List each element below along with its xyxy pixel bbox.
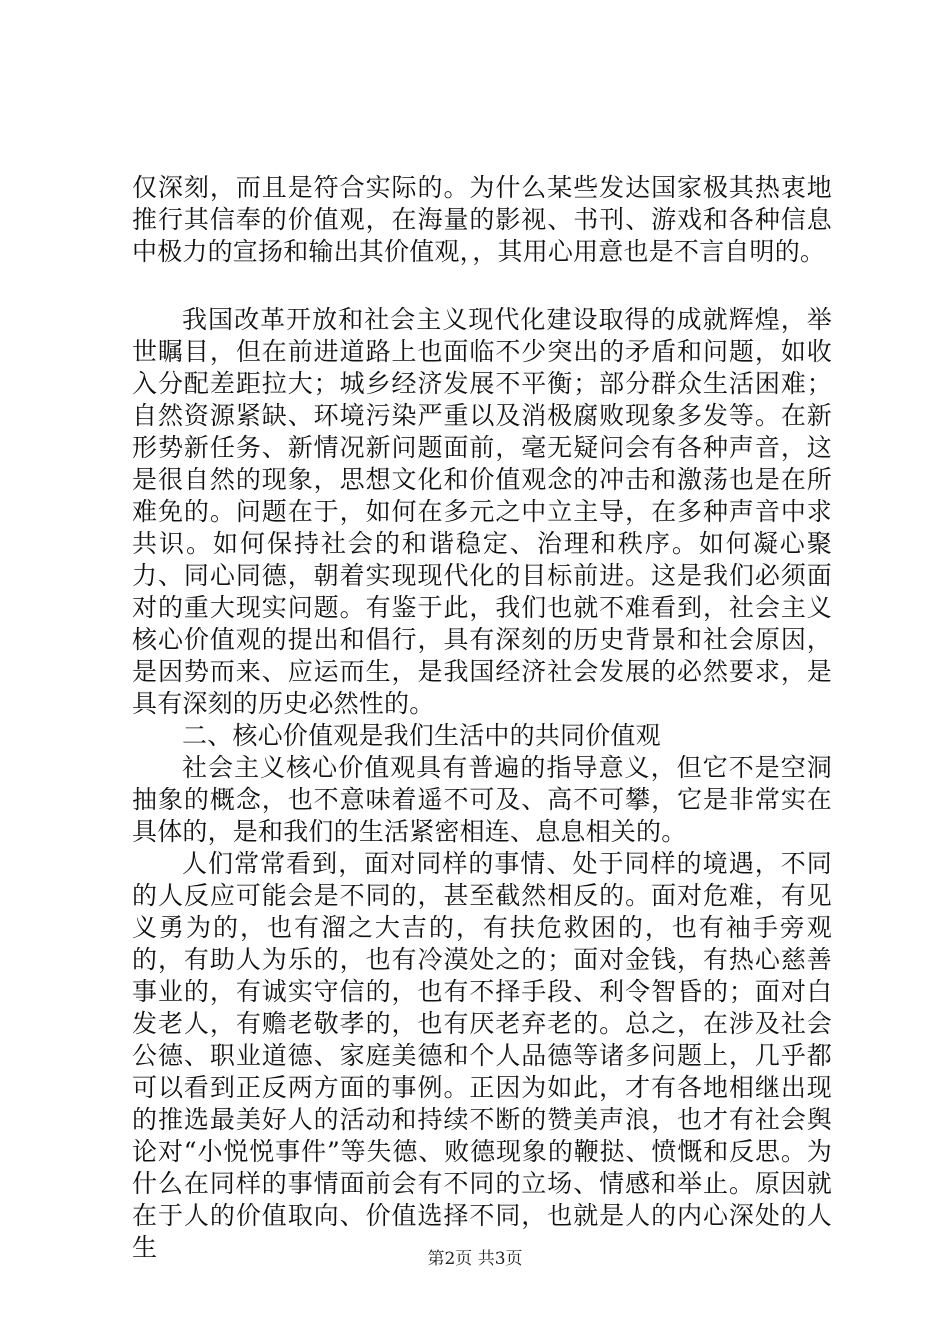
paragraph-examples: 人们常常看到，面对同样的事情、处于同样的境遇，不同的人反应可能会是不同的，甚至截然相反的。面对危难，有见义勇为的，也有溜之大吉的，有扶危救困的，也有袖手旁观的，有助人为乐的，也有冷漠处之的；面对金钱，有热心慈善事业的，有诚实守信的，也有不择手段、利令智昏的；面对白发老人，有赡老敬孝的，也有厌老弃老的。总之，在涉及社会公德、职业道德、家庭美德和个人品德等诸多问题上，几乎都可以看到正反两方面的事例。正因为如此，才有各地相继出现的推选最美好人的活动和持续不断的赞美声浪，也才有社会舆论对“小悦悦事件”等失德、败德现象的鞭挞、愤慨和反思。为什么在同样的事情面前会有不同的立场、情感和举止。原因就在于人的价值取向、价值选择不同，也就是人的内心深处的人生 — [132, 849, 832, 1262]
section-heading: 二、核心价值观是我们生活中的共同价值观 — [182, 721, 661, 750]
paragraph-reform-achievements: 我国改革开放和社会主义现代化建设取得的成就辉煌，举世瞩目，但在前进道路上也面临不少突出的矛盾和问题，如收入分配差距拉大；城乡经济发展不平衡；部分群众生活困难；自然资源紧缺、环境污染严重以及消极腐败现象多发等。在新形势新任务、新情况新问题面前，毫无疑问会有各种声音，这是很自然的现象，思想文化和价值观念的冲击和激荡也是在所难免的。问题在于，如何在多元之中立主导，在多种声音中求共识。如何保持社会的和谐稳定、治理和秩序。如何凝心聚力、同心同德，朝着实现现代化的目标前进。这是我们必须面对的重大现实问题。有鉴于此，我们也就不难看到，社会主义核心价值观的提出和倡行，具有深刻的历史背景和社会原因，是因势而来、应运而生，是我国经济社会发展的必然要求，是具有深刻的历史必然性的。 — [132, 305, 832, 718]
paragraph-gap — [132, 268, 832, 304]
paragraph-core-values: 社会主义核心价值观具有普遍的指导意义，但它不是空洞抽象的概念，也不意味着遥不可及、高不可攀，它是非常实在具体的，是和我们的生活紧密相连、息息相关的。 — [132, 753, 832, 846]
document-body — [132, 172, 832, 1264]
paragraph-continuation: 仅深刻，而且是符合实际的。为什么某些发达国家极其热衷地推行其信奉的价值观，在海量的影视、书刊、游戏和各种信息中极力的宣扬和输出其价值观，，其用心用意也是不言自明的。 — [132, 173, 832, 266]
page-footer: 第2页 共3页 — [427, 1249, 523, 1269]
